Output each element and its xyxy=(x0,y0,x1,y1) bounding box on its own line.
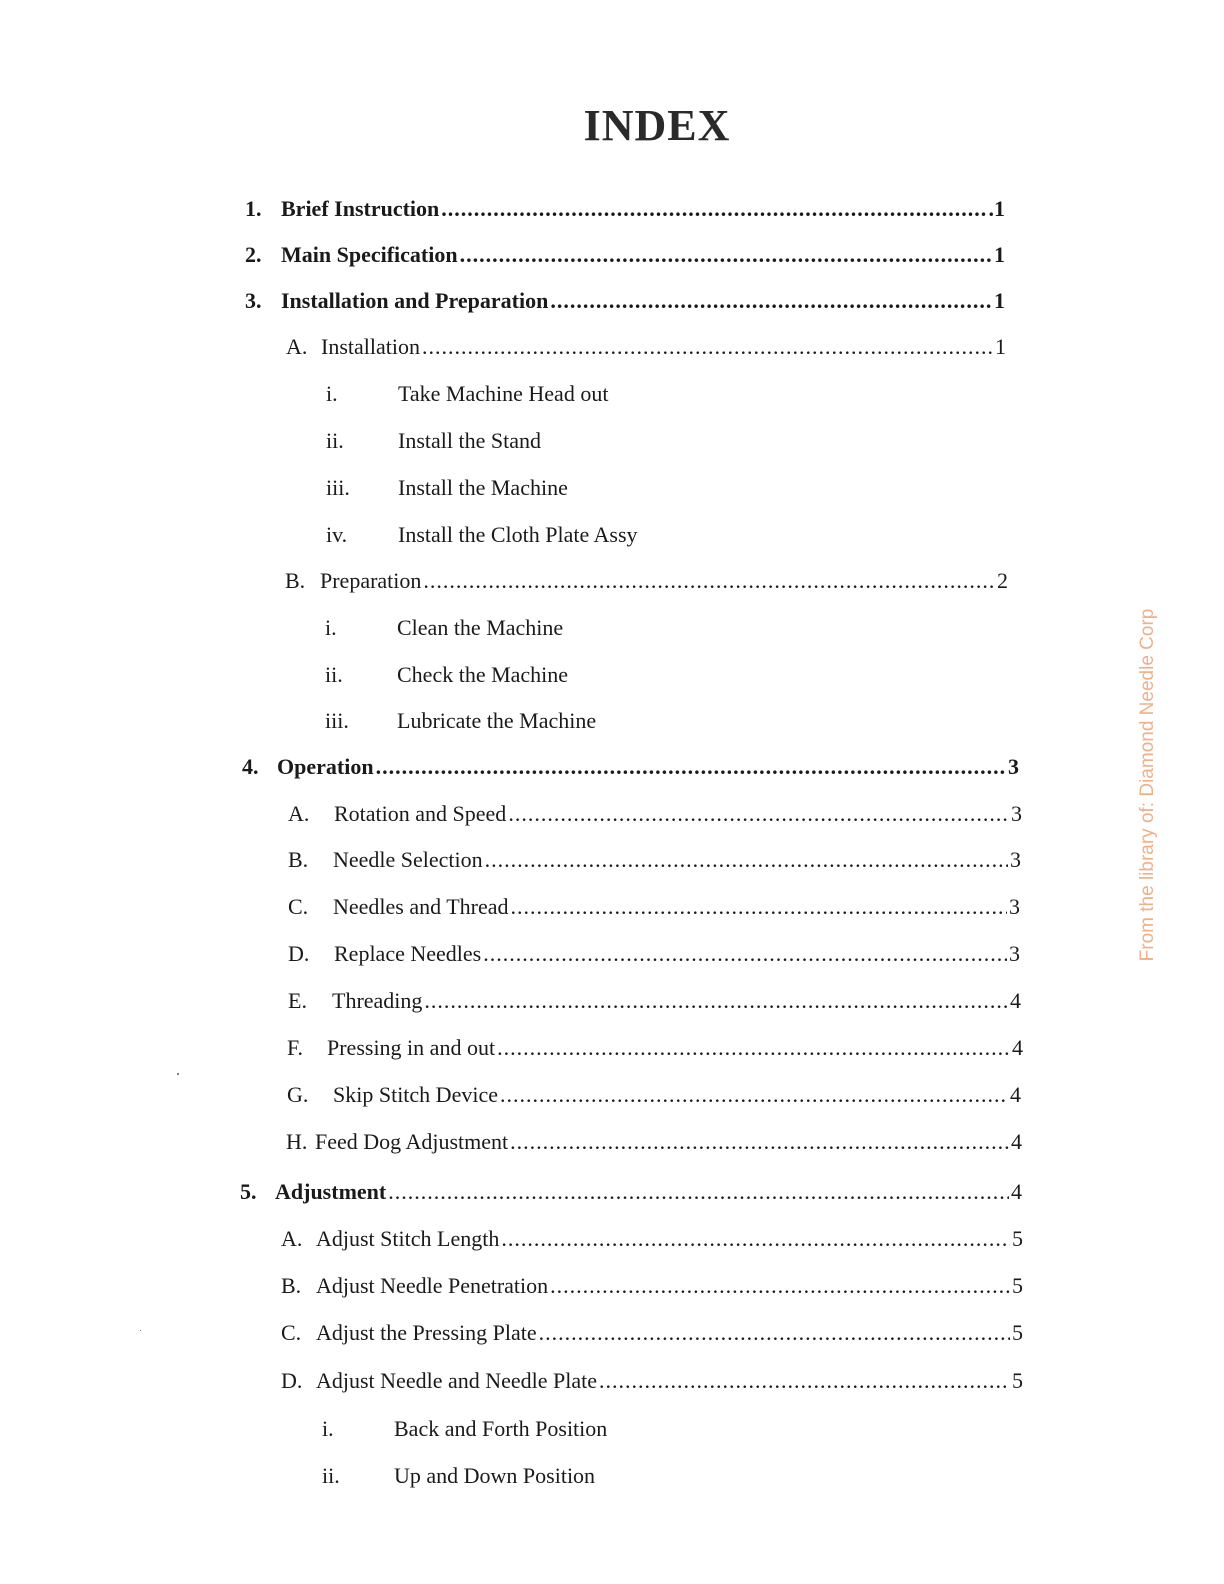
entry-letter: A. xyxy=(286,334,308,359)
dot-leader xyxy=(500,1082,1008,1108)
scan-speck xyxy=(177,1073,179,1075)
section-label: Adjustment xyxy=(275,1179,387,1204)
toc-entry-preparation[interactable] xyxy=(285,568,1008,598)
entry-label: Adjust Stitch Length xyxy=(316,1226,500,1251)
entry-letter: G. xyxy=(287,1082,309,1107)
dot-leader xyxy=(497,1035,1010,1061)
toc-entry[interactable] xyxy=(281,1226,1023,1256)
page-number: 4 xyxy=(1011,1129,1022,1154)
toc-entry[interactable] xyxy=(288,801,1022,831)
entry-label: Pressing in and out xyxy=(327,1035,496,1060)
subitem-label: Install the Cloth Plate Assy xyxy=(398,522,638,547)
page-title: INDEX xyxy=(583,101,731,150)
dot-leader xyxy=(510,1129,1009,1155)
section-number: 2. xyxy=(245,242,262,267)
page-number: 1 xyxy=(994,242,1005,267)
dot-leader xyxy=(599,1368,1010,1394)
entry-label: Preparation xyxy=(320,568,422,593)
toc-subitem[interactable] xyxy=(326,522,638,548)
toc-section-1[interactable] xyxy=(245,196,1005,226)
toc-section-5[interactable] xyxy=(240,1179,1022,1209)
toc-entry[interactable] xyxy=(288,894,1020,924)
entry-letter: A. xyxy=(281,1226,303,1251)
section-number: 1. xyxy=(245,196,262,221)
subitem-label: Check the Machine xyxy=(397,662,569,687)
toc-entry-installation[interactable] xyxy=(286,334,1006,364)
page-number: 5 xyxy=(1012,1368,1023,1393)
dot-leader xyxy=(485,847,1008,873)
toc-entry[interactable] xyxy=(288,988,1021,1018)
page-number: 4 xyxy=(1010,988,1021,1013)
section-number: 4. xyxy=(242,754,259,779)
section-label: Operation xyxy=(277,754,374,779)
dot-leader xyxy=(388,1179,1009,1205)
entry-letter: A. xyxy=(288,801,310,826)
page-number: 5 xyxy=(1012,1226,1023,1251)
subitem-numeral: ii. xyxy=(325,662,343,687)
page-number: 3 xyxy=(1008,754,1019,779)
dot-leader xyxy=(423,568,995,594)
subitem-label: Back and Forth Position xyxy=(394,1416,608,1441)
toc-subitem[interactable] xyxy=(325,708,596,734)
entry-letter: C. xyxy=(288,894,309,919)
section-number: 5. xyxy=(240,1179,257,1204)
dot-leader xyxy=(422,334,993,360)
toc-subitem[interactable] xyxy=(325,662,568,688)
page-number: 1 xyxy=(995,334,1006,359)
section-label: Installation and Preparation xyxy=(281,288,549,313)
subitem-numeral: i. xyxy=(325,615,337,640)
dot-leader xyxy=(539,1320,1010,1346)
toc-entry[interactable] xyxy=(288,941,1020,971)
toc-subitem[interactable] xyxy=(322,1416,607,1442)
toc-entry[interactable] xyxy=(281,1273,1023,1303)
subitem-numeral: i. xyxy=(322,1416,334,1441)
toc-subitem[interactable] xyxy=(326,428,541,454)
subitem-label: Install the Stand xyxy=(398,428,541,453)
scan-speck xyxy=(140,1330,141,1331)
toc-section-4[interactable] xyxy=(242,754,1019,784)
toc-entry[interactable] xyxy=(281,1320,1023,1350)
dot-leader xyxy=(550,1273,1010,1299)
section-label: Brief Instruction xyxy=(281,196,440,221)
subitem-numeral: ii. xyxy=(322,1463,340,1488)
entry-label: Installation xyxy=(321,334,420,359)
entry-label: Needles and Thread xyxy=(333,894,509,919)
entry-label: Adjust the Pressing Plate xyxy=(316,1320,537,1345)
entry-label: Threading xyxy=(332,988,423,1013)
toc-entry[interactable] xyxy=(287,1035,1023,1065)
subitem-numeral: ii. xyxy=(326,428,344,453)
entry-letter: B. xyxy=(288,847,309,872)
entry-label: Replace Needles xyxy=(334,941,482,966)
dot-leader xyxy=(511,894,1007,920)
subitem-label: Install the Machine xyxy=(398,475,568,500)
entry-letter: B. xyxy=(281,1273,302,1298)
page-number: 2 xyxy=(997,568,1008,593)
dot-leader xyxy=(508,801,1009,827)
subitem-numeral: iv. xyxy=(326,522,348,547)
entry-letter: B. xyxy=(285,568,306,593)
dot-leader xyxy=(501,1226,1010,1252)
page-number: 5 xyxy=(1012,1273,1023,1298)
subitem-label: Take Machine Head out xyxy=(398,381,609,406)
section-number: 3. xyxy=(245,288,262,313)
toc-subitem[interactable] xyxy=(326,475,568,501)
toc-entry[interactable] xyxy=(281,1368,1023,1398)
subitem-numeral: i. xyxy=(326,381,338,406)
dot-leader xyxy=(424,988,1008,1014)
dot-leader xyxy=(483,941,1007,967)
dot-leader xyxy=(550,288,992,314)
entry-label: Adjust Needle Penetration xyxy=(316,1273,549,1298)
entry-label: Adjust Needle and Needle Plate xyxy=(316,1368,598,1393)
toc-entry[interactable] xyxy=(288,847,1021,877)
toc-entry[interactable] xyxy=(287,1082,1021,1112)
library-watermark: From the library of: Diamond Needle Corp xyxy=(1137,608,1158,962)
entry-letter: D. xyxy=(288,941,310,966)
page-number: 4 xyxy=(1011,1179,1022,1204)
subitem-numeral: iii. xyxy=(325,708,349,733)
entry-letter: D. xyxy=(281,1368,303,1393)
entry-label: Feed Dog Adjustment xyxy=(315,1129,509,1154)
page-number: 1 xyxy=(994,288,1005,313)
page-number: 3 xyxy=(1009,941,1020,966)
page-number: 5 xyxy=(1012,1320,1023,1345)
subitem-label: Lubricate the Machine xyxy=(397,708,597,733)
page-number: 4 xyxy=(1010,1082,1021,1107)
entry-letter: C. xyxy=(281,1320,302,1345)
dot-leader xyxy=(460,242,992,268)
toc-subitem[interactable] xyxy=(326,381,608,407)
entry-label: Needle Selection xyxy=(333,847,483,872)
page-number: 3 xyxy=(1010,847,1021,872)
subitem-label: Up and Down Position xyxy=(394,1463,596,1488)
page-number: 3 xyxy=(1011,801,1022,826)
entry-letter: F. xyxy=(287,1035,303,1060)
toc-entry[interactable] xyxy=(286,1129,1022,1159)
dot-leader xyxy=(441,196,986,222)
page-number: 3 xyxy=(1009,894,1020,919)
toc-section-3[interactable] xyxy=(245,288,1005,318)
toc-section-2[interactable] xyxy=(245,242,1005,272)
page-number: .1 xyxy=(988,196,1005,221)
subitem-label: Clean the Machine xyxy=(397,615,564,640)
entry-letter: H. xyxy=(286,1129,308,1154)
entry-label: Skip Stitch Device xyxy=(333,1082,498,1107)
toc-subitem[interactable] xyxy=(322,1463,595,1489)
toc-subitem[interactable] xyxy=(325,615,563,641)
dot-leader xyxy=(376,754,1006,780)
section-label: Main Specification xyxy=(281,242,458,267)
entry-label: Rotation and Speed xyxy=(334,801,507,826)
subitem-numeral: iii. xyxy=(326,475,350,500)
entry-letter: E. xyxy=(288,988,307,1013)
page-number: 4 xyxy=(1012,1035,1023,1060)
